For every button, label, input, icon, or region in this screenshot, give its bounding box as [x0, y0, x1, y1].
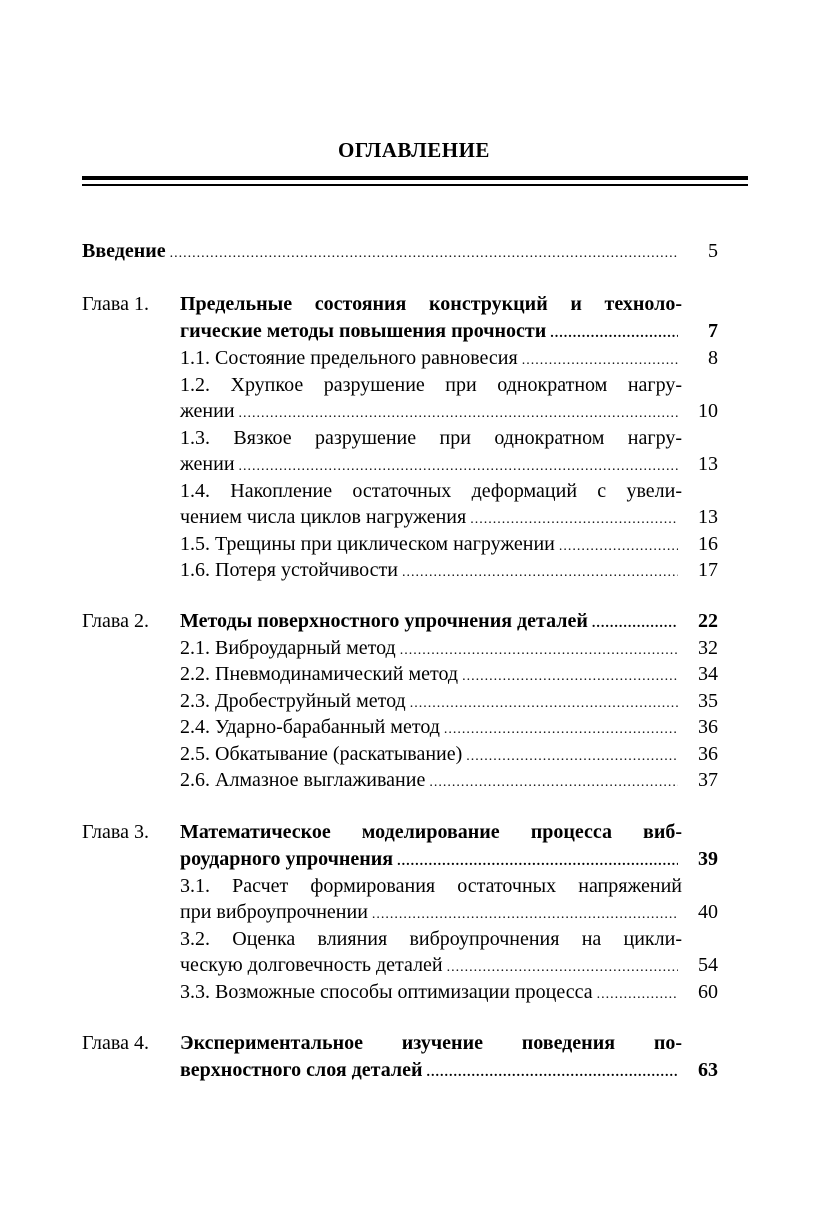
- toc-section[interactable]: 1.6. Потеря устойчивости ..... 17: [180, 556, 718, 584]
- toc-section[interactable]: 3.3. Возможные способы оптимизации процесса ..... 60: [180, 978, 718, 1006]
- toc-page-number: 8: [708, 347, 718, 369]
- toc-entry-intro[interactable]: [82, 237, 718, 265]
- toc-section[interactable]: 3.1. Расчет формирования остаточных напряжений: [180, 875, 682, 897]
- toc-page-number: 36: [698, 716, 718, 738]
- dot-leader: [170, 240, 678, 268]
- toc-section[interactable]: 1.1. Состояние предельного равновесия ..... 8: [180, 344, 718, 372]
- toc-page-number: 22: [698, 610, 718, 632]
- toc-chapter-3-title-cont[interactable]: роударного упрочнения ..... 39: [180, 845, 718, 873]
- toc-section[interactable]: 2.5. Обкатывание (раскатывание) ..... 36: [180, 740, 718, 768]
- toc-page-number: 36: [698, 743, 718, 765]
- dot-leader: [402, 559, 678, 587]
- toc-section[interactable]: 2.4. Ударно-барабанный метод ..... 36: [180, 713, 718, 741]
- chapter-label: Глава 4.: [82, 1032, 149, 1054]
- toc-intro-label: Введение: [82, 240, 166, 262]
- toc-page-number: 13: [698, 506, 718, 528]
- toc-chapter-1-title-cont[interactable]: гические методы повышения прочности ..... 7: [180, 317, 718, 345]
- toc-page-number: 32: [698, 637, 718, 659]
- toc-page-number: 10: [698, 400, 718, 422]
- toc-page-number: 60: [698, 981, 718, 1003]
- title-rule-thin: [82, 184, 748, 186]
- toc-section[interactable]: 2.1. Виброударный метод ..... 32: [180, 634, 718, 662]
- toc-page-number: 35: [698, 690, 718, 712]
- toc-page-number: 5: [708, 240, 718, 262]
- toc-section-cont[interactable]: чением числа циклов нагружения ..... 13: [180, 503, 718, 531]
- toc-section[interactable]: 1.3. Вязкое разрушение при однократном нагру-: [180, 427, 682, 449]
- toc-page-number: 54: [698, 954, 718, 976]
- title-rule-thick: [82, 176, 748, 180]
- dot-leader: [597, 981, 678, 1009]
- toc-section[interactable]: 3.2. Оценка влияния виброупрочнения на цикли-: [180, 928, 682, 950]
- chapter-label: Глава 3.: [82, 821, 149, 843]
- toc-chapter-3-title[interactable]: Математическое моделирование процесса виб-: [180, 821, 682, 843]
- toc-section[interactable]: 2.6. Алмазное выглаживание ..... 37: [180, 766, 718, 794]
- toc-chapter-4-title[interactable]: Экспериментальное изучение поведения по-: [180, 1032, 682, 1054]
- toc-section-cont[interactable]: жении ..... 13: [180, 450, 718, 478]
- toc-section-cont[interactable]: ческую долговечность деталей ..... 54: [180, 951, 718, 979]
- toc-chapter-4-title-cont[interactable]: верхностного слоя деталей ..... 63: [180, 1056, 718, 1084]
- toc-page-number: 17: [698, 559, 718, 581]
- toc-page-number: 37: [698, 769, 718, 791]
- toc-section[interactable]: 1.4. Накопление остаточных деформаций с увели-: [180, 480, 682, 502]
- toc-chapter-1-title[interactable]: Предельные состояния конструкций и техноло-: [180, 293, 682, 315]
- page-title: ОГЛАВЛЕНИЕ: [338, 138, 490, 162]
- toc-page-number: 34: [698, 663, 718, 685]
- toc-section[interactable]: 1.2. Хрупкое разрушение при однократном нагру-: [180, 374, 682, 396]
- toc-page-number: 7: [708, 320, 718, 342]
- dot-leader: [429, 769, 678, 797]
- dot-leader: [427, 1059, 678, 1087]
- toc-section[interactable]: 2.2. Пневмодинамический метод ..... 34: [180, 660, 718, 688]
- toc-section-cont[interactable]: при виброупрочнении ..... 40: [180, 898, 718, 926]
- toc-page-number: 13: [698, 453, 718, 475]
- toc-page-number: 63: [698, 1059, 718, 1081]
- chapter-label: Глава 2.: [82, 610, 149, 632]
- toc-section[interactable]: 2.3. Дробеструйный метод ..... 35: [180, 687, 718, 715]
- toc-page-number: 39: [698, 848, 718, 870]
- toc-section[interactable]: 1.5. Трещины при циклическом нагружении ..... 16: [180, 530, 718, 558]
- chapter-label: Глава 1.: [82, 293, 149, 315]
- toc-page-number: 16: [698, 533, 718, 555]
- toc-page-number: 40: [698, 901, 718, 923]
- toc-chapter-2-title[interactable]: Методы поверхностного упрочнения деталей ..... 22: [180, 607, 718, 635]
- toc-section-cont[interactable]: жении ..... 10: [180, 397, 718, 425]
